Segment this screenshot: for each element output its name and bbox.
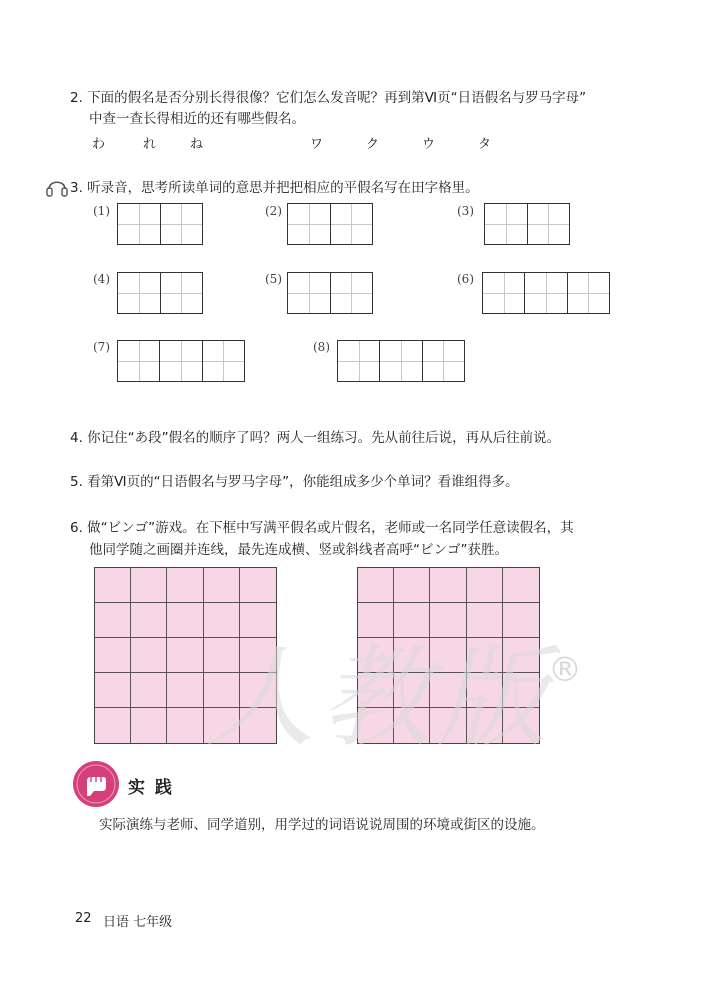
- answer-grid-5[interactable]: [287, 272, 373, 314]
- watermark-registered-mark: ®: [548, 650, 582, 690]
- q2-kana-3: ね: [190, 137, 204, 152]
- q2-text-line1: 2. 下面的假名是否分别长得很像？它们怎么发音呢？再到第Ⅵ页“日语假名与罗马字母”: [70, 90, 587, 106]
- q3-label-2: (2): [265, 204, 282, 218]
- practice-text: 实际演练与老师、同学道别，用学过的词语说说周围的环境或街区的设施。: [99, 817, 545, 833]
- q2-text-line2: 中查一查长得相近的还有哪些假名。: [89, 111, 305, 127]
- answer-grid-4[interactable]: [117, 272, 203, 314]
- page-number: 22: [75, 911, 92, 926]
- answer-grid-7[interactable]: [117, 340, 245, 382]
- q6-text-line1: 6. 做“ビンゴ”游戏。在下框中写满平假名或片假名，老师或一名同学任意读假名，其: [70, 520, 574, 536]
- q3-text: 3. 听录音，思考所读单词的意思并把把相应的平假名写在田字格里。: [70, 180, 479, 196]
- q2-kana-2: れ: [143, 137, 157, 152]
- q3-label-1: (1): [93, 204, 110, 218]
- practice-heading: 实 践: [128, 778, 174, 798]
- q3-label-5: (5): [265, 272, 282, 286]
- answer-grid-8[interactable]: [337, 340, 465, 382]
- q2-kana-1: わ: [92, 137, 106, 152]
- q2-kana-5: ク: [366, 137, 380, 152]
- q5-text: 5. 看第Ⅵ页的“日语假名与罗马字母”，你能组成多少个单词？看谁组得多。: [70, 474, 519, 490]
- watermark-text: 人教版: [205, 634, 553, 762]
- answer-grid-3[interactable]: [484, 203, 570, 245]
- q3-label-7: (7): [93, 340, 110, 354]
- q3-label-8: (8): [313, 340, 330, 354]
- footer-title: 日语 七年级: [103, 915, 173, 930]
- answer-grid-1[interactable]: [117, 203, 203, 245]
- headphone-icon: [44, 174, 70, 200]
- q6-text-line2: 他同学随之画圈并连线，最先连成横、竖或斜线者高呼“ビンゴ”获胜。: [89, 542, 508, 558]
- q3-label-3: (3): [457, 204, 474, 218]
- q3-label-4: (4): [93, 272, 110, 286]
- answer-grid-2[interactable]: [287, 203, 373, 245]
- fist-icon: [72, 760, 120, 808]
- q2-kana-4: ワ: [310, 137, 324, 152]
- q2-kana-7: タ: [478, 137, 492, 152]
- q4-text: 4. 你记住“あ段”假名的顺序了吗？两人一组练习。先从前往后说，再从后往前说。: [70, 430, 561, 446]
- q2-kana-6: ウ: [422, 137, 436, 152]
- q3-label-6: (6): [457, 272, 474, 286]
- answer-grid-6[interactable]: [482, 272, 610, 314]
